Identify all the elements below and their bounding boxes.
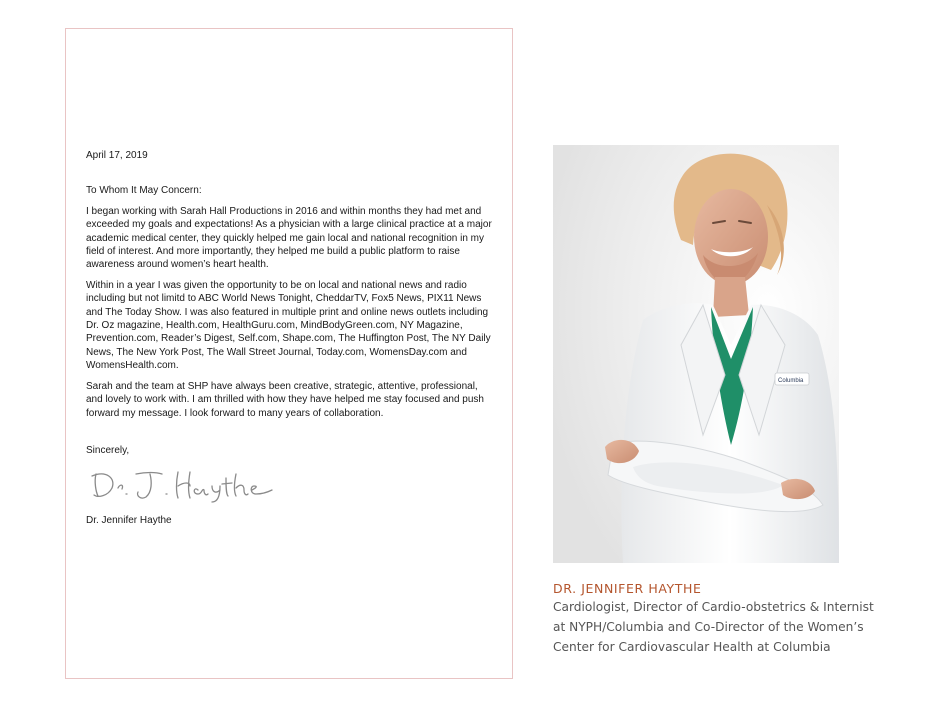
letter-date: April 17, 2019 — [86, 150, 148, 161]
doctor-portrait — [553, 145, 839, 563]
letter-body — [86, 149, 496, 535]
photo-caption — [553, 580, 923, 657]
letter-paragraph: Within in a year I was given the opportunity to be on local and national news and radio including but not limitd to ABC World News Tonight, CheddarTV, Fox5 News, PIX11 News and The Today Show. I was also featured in multiple print and online news outlets including Dr. Oz magazine, Health.com, HealthGuru.com, MindBodyGreen.com, NY Magazine, Prevention.com, Reader’s Digest, Self.com, Shape.com, The Huffington Post, The NY Daily News, The New York Post, The Wall Street Journal, Today.com, WomensDay.com and WomensHealth.com. — [86, 279, 491, 372]
letter-paragraph: Sarah and the team at SHP have always been creative, strategic, attentive, professional, and lovely to work with. I am thrilled with how they have helped me stay focused and push forward my message. I look forward to many years of collaboration. — [86, 380, 484, 419]
letter-paragraph: I began working with Sarah Hall Productions in 2016 and within months they had met and exceeded my goals and expectations! As a physician with a large clinical practice at a major academic medical center, they quickly helped me gain local and national recognition in my field of interest. And more importantly, they helped me build a public platform to raise awareness around women’s heart health. — [86, 205, 492, 271]
letter-closing: Sincerely, — [86, 444, 130, 456]
letter-salutation: To Whom It May Concern: — [86, 185, 202, 197]
portrait-photo — [553, 145, 839, 563]
letter-page — [65, 28, 513, 679]
caption-role-line: Center for Cardiovascular Health at Columbia — [553, 639, 831, 654]
caption-name: DR. JENNIFER HAYTHE — [553, 581, 702, 596]
caption-role-line: Cardiologist, Director of Cardio-obstetrics & Internist — [553, 600, 874, 614]
letter-signer-name: Dr. Jennifer Haythe — [86, 515, 172, 527]
handwritten-signature — [86, 464, 276, 506]
coat-badge-text: Columbia — [778, 378, 804, 384]
caption-role-line: at NYPH/Columbia and Co-Director of the Women’s — [553, 619, 864, 634]
